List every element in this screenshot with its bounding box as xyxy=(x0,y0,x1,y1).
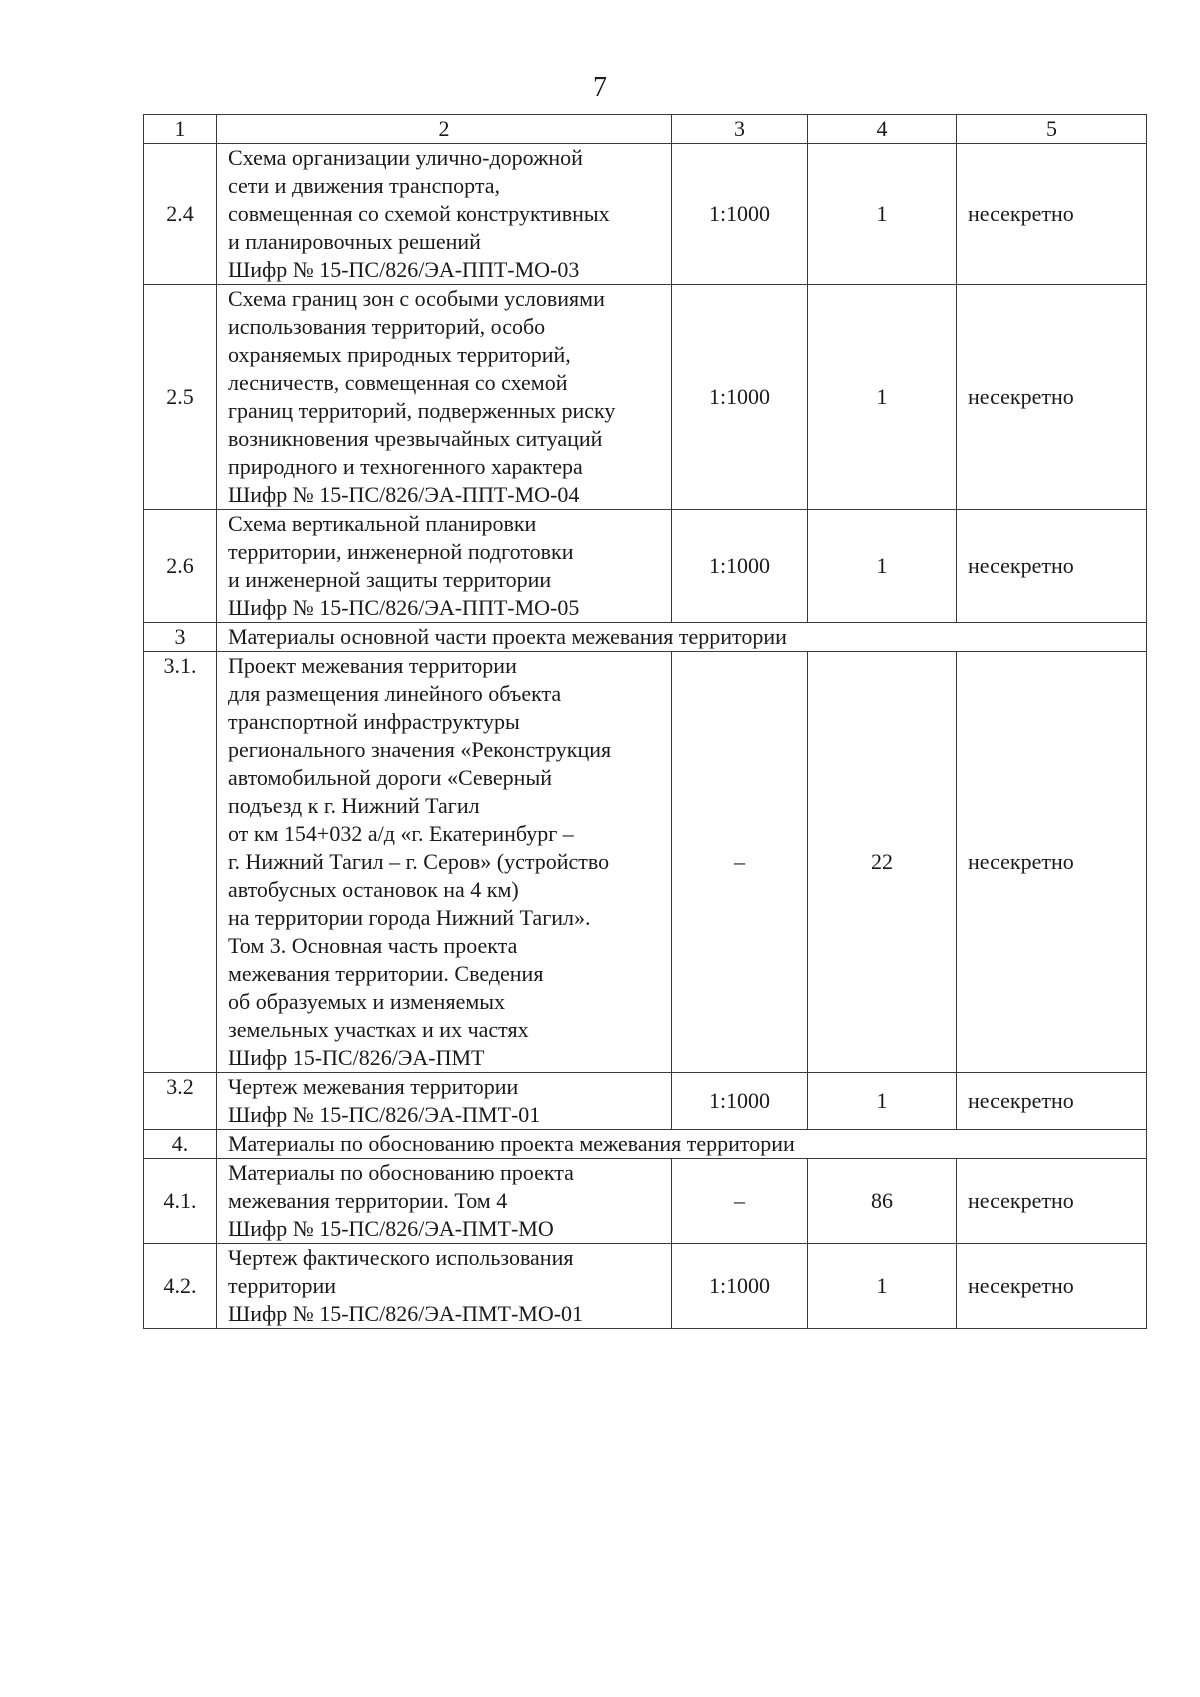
section-number: 4. xyxy=(144,1130,217,1159)
table-header-row xyxy=(144,115,1147,144)
row-number: 2.6 xyxy=(144,510,217,623)
row-number: 3.1. xyxy=(144,652,217,1073)
row-scale: 1:1000 xyxy=(672,1244,808,1329)
row-number: 2.5 xyxy=(144,285,217,510)
row-name: Материалы по обоснованию проекта межевания территории. Том 4 Шифр № 15-ПС/826/ЭА-ПМТ-МО xyxy=(217,1159,672,1244)
table-row xyxy=(144,144,1147,285)
table-row xyxy=(144,1159,1147,1244)
section-number: 3 xyxy=(144,623,217,652)
row-name: Схема границ зон с особыми условиями использования территорий, особо охраняемых природных территорий, лесничеств, совмещенная со схемой границ территорий, подверженных риску возникновения чрезвычайных ситуаций природного и техногенного характера Шифр № 15-ПС/826/ЭА-ППТ-МО-04 xyxy=(217,285,672,510)
row-scale: 1:1000 xyxy=(672,285,808,510)
row-number: 3.2 xyxy=(144,1073,217,1130)
row-secrecy: несекретно xyxy=(957,1073,1147,1130)
row-secrecy: несекретно xyxy=(957,510,1147,623)
row-number: 2.4 xyxy=(144,144,217,285)
section-row xyxy=(144,623,1147,652)
row-sheets: 1 xyxy=(808,510,957,623)
row-secrecy: несекретно xyxy=(957,144,1147,285)
row-name: Чертеж фактического использования территории Шифр № 15-ПС/826/ЭА-ПМТ-МО-01 xyxy=(217,1244,672,1329)
header-col-2: 2 xyxy=(217,115,672,144)
document-table xyxy=(143,114,1147,1329)
header-col-3: 3 xyxy=(672,115,808,144)
row-scale: 1:1000 xyxy=(672,144,808,285)
row-sheets: 22 xyxy=(808,652,957,1073)
row-name: Чертеж межевания территории Шифр № 15-ПС/826/ЭА-ПМТ-01 xyxy=(217,1073,672,1130)
row-secrecy: несекретно xyxy=(957,1159,1147,1244)
row-sheets: 1 xyxy=(808,144,957,285)
header-col-4: 4 xyxy=(808,115,957,144)
page-number: 7 xyxy=(593,72,607,103)
row-sheets: 1 xyxy=(808,1073,957,1130)
row-sheets: 1 xyxy=(808,1244,957,1329)
table-row xyxy=(144,1244,1147,1329)
row-secrecy: несекретно xyxy=(957,285,1147,510)
table-row xyxy=(144,285,1147,510)
row-secrecy: несекретно xyxy=(957,652,1147,1073)
row-name: Схема организации улично-дорожной сети и движения транспорта, совмещенная со схемой конструктивных и планировочных решений Шифр № 15-ПС/826/ЭА-ППТ-МО-03 xyxy=(217,144,672,285)
section-title: Материалы по обоснованию проекта межевания территории xyxy=(217,1130,1147,1159)
section-row xyxy=(144,1130,1147,1159)
table-row xyxy=(144,652,1147,1073)
table-row xyxy=(144,510,1147,623)
row-number: 4.2. xyxy=(144,1244,217,1329)
section-title: Материалы основной части проекта межевания территории xyxy=(217,623,1147,652)
row-number: 4.1. xyxy=(144,1159,217,1244)
header-col-5: 5 xyxy=(957,115,1147,144)
row-sheets: 86 xyxy=(808,1159,957,1244)
row-scale: – xyxy=(672,652,808,1073)
row-secrecy: несекретно xyxy=(957,1244,1147,1329)
row-scale: 1:1000 xyxy=(672,1073,808,1130)
row-name: Проект межевания территории для размещения линейного объекта транспортной инфраструктуры регионального значения «Реконструкция автомобильной дороги «Северный подъезд к г. Нижний Тагил от км 154+032 а/д «г. Екатеринбург – г. Нижний Тагил – г. Серов» (устройство автобусных остановок на 4 км) на территории города Нижний Тагил». Том 3. Основная часть проекта межевания территории. Сведения об образуемых и изменяемых земельных участках и их частях Шифр 15-ПС/826/ЭА-ПМТ xyxy=(217,652,672,1073)
row-scale: 1:1000 xyxy=(672,510,808,623)
row-sheets: 1 xyxy=(808,285,957,510)
table-row xyxy=(144,1073,1147,1130)
header-col-1: 1 xyxy=(144,115,217,144)
row-scale: – xyxy=(672,1159,808,1244)
row-name: Схема вертикальной планировки территории, инженерной подготовки и инженерной защиты территории Шифр № 15-ПС/826/ЭА-ППТ-МО-05 xyxy=(217,510,672,623)
